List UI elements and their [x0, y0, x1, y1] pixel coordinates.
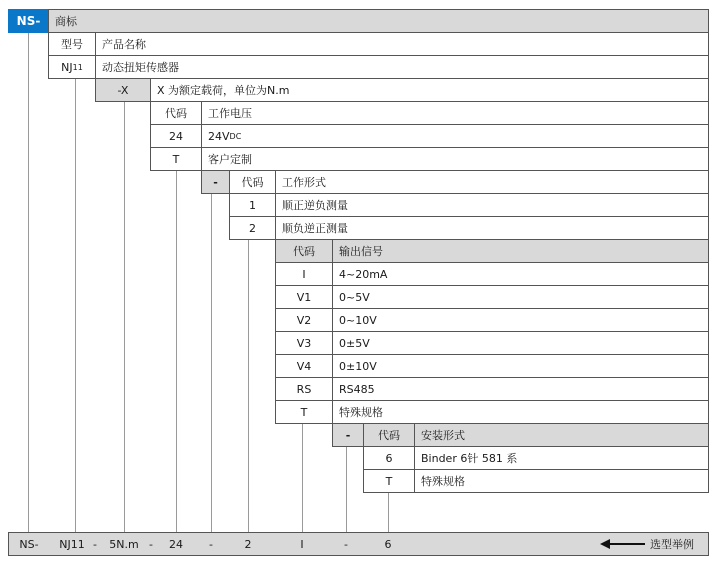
voltage-row-code: 24: [150, 124, 202, 148]
voltage-head-code: 代码: [150, 101, 202, 125]
connector-line: [176, 170, 177, 532]
connector-line: [211, 193, 212, 532]
model-code-sub: 11: [72, 62, 83, 72]
work-mode-row-code: 1: [229, 193, 276, 217]
connector-line: [28, 32, 29, 532]
model-name-cell: 动态扭矩传感器: [95, 55, 709, 79]
connector-line: [302, 423, 303, 532]
example-part: NJ11: [59, 537, 85, 551]
voltage-row-value: 客户定制: [201, 147, 709, 171]
example-part: -: [149, 537, 153, 551]
model-head-code: 型号: [48, 32, 96, 56]
output-row-code: I: [275, 262, 333, 286]
work-mode-head-code: 代码: [229, 170, 276, 194]
work-mode-row-value: 顺正逆负测量: [275, 193, 709, 217]
rated-code-cell: -X: [95, 78, 151, 102]
install-row-code: 6: [363, 446, 415, 470]
example-part: -: [209, 537, 213, 551]
example-caption: 选型举例: [650, 538, 694, 551]
output-row-code: V3: [275, 331, 333, 355]
install-head-name: 安装形式: [414, 423, 709, 447]
example-part: 6: [384, 537, 392, 551]
work-mode-dash: -: [201, 170, 230, 194]
example-part: I: [300, 537, 304, 551]
voltage-value-sub: DC: [229, 131, 242, 141]
output-row-value: 4~20mA: [332, 262, 709, 286]
connector-line: [346, 446, 347, 532]
model-code-main: NJ: [61, 60, 73, 74]
output-row-code: RS: [275, 377, 333, 401]
connector-line: [248, 239, 249, 532]
output-head-code: 代码: [275, 239, 333, 263]
voltage-row-value: [201, 124, 709, 148]
model-head-name: 产品名称: [95, 32, 709, 56]
brand-code-cell: NS-: [8, 9, 49, 33]
output-row-value: 0±5V: [332, 331, 709, 355]
example-part: -: [93, 537, 97, 551]
connector-line: [75, 78, 76, 532]
install-head-code: 代码: [363, 423, 415, 447]
left-arrow-icon: [600, 537, 646, 551]
output-row-value: RS485: [332, 377, 709, 401]
install-row-value: 特殊规格: [414, 469, 709, 493]
output-row-code: T: [275, 400, 333, 424]
work-mode-row-value: 顺负逆正测量: [275, 216, 709, 240]
rated-text-cell: X 为额定载荷，单位为N.m: [150, 78, 709, 102]
install-dash: -: [332, 423, 364, 447]
output-row-code: V2: [275, 308, 333, 332]
example-part: 24: [169, 537, 183, 551]
example-part: 5N.m: [109, 537, 139, 551]
voltage-head-name: 工作电压: [201, 101, 709, 125]
connector-line: [388, 492, 389, 532]
connector-line: [124, 101, 125, 532]
output-head-name: 输出信号: [332, 239, 709, 263]
install-row-value: Binder 6针 581 系: [414, 446, 709, 470]
brand-title-cell: 商标: [48, 9, 709, 33]
install-row-code: T: [363, 469, 415, 493]
example-part: 2: [244, 537, 252, 551]
work-mode-head-name: 工作形式: [275, 170, 709, 194]
output-row-value: 0~5V: [332, 285, 709, 309]
example-part: -: [344, 537, 348, 551]
voltage-row-code: T: [150, 147, 202, 171]
output-row-value: 0±10V: [332, 354, 709, 378]
example-part: NS-: [19, 537, 39, 551]
work-mode-row-code: 2: [229, 216, 276, 240]
voltage-value-main: 24V: [208, 129, 230, 143]
output-row-value: 0~10V: [332, 308, 709, 332]
output-row-code: V4: [275, 354, 333, 378]
output-row-value: 特殊规格: [332, 400, 709, 424]
output-row-code: V1: [275, 285, 333, 309]
model-code-cell: [48, 55, 96, 79]
